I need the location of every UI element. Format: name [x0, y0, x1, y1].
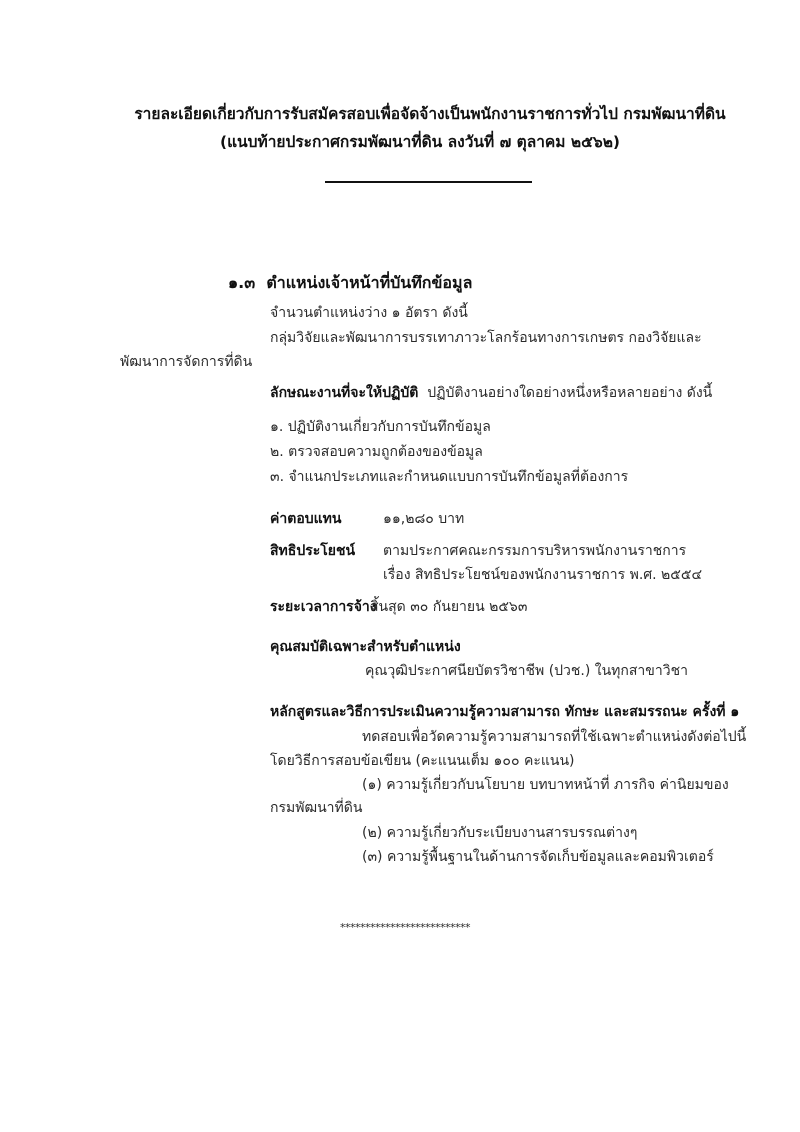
exam-item-continuation: กรมพัฒนาที่ดิน	[270, 800, 363, 816]
exam-line1: ทดสอบเพื่อวัดความรู้ความสามารถที่ใช้เฉพาะตำแหน่งดังต่อไปนี้	[362, 729, 747, 745]
exam-line2: โดยวิธีการสอบข้อเขียน (คะแนนเต็ม ๑๐๐ คะแนน)	[270, 753, 575, 769]
end-separator: **************************	[340, 921, 470, 934]
pay-value: ๑๑,๒๘๐ บาท	[383, 511, 465, 527]
duty-item: ๓. จำแนกประเภทและกำหนดแบบการบันทึกข้อมูลที่ต้องการ	[270, 469, 629, 485]
section-title: ตำแหน่งเจ้าหน้าที่บันทึกข้อมูล	[266, 273, 473, 292]
duty-item: ๒. ตรวจสอบความถูกต้องของข้อมูล	[270, 444, 483, 460]
benefits-label: สิทธิประโยชน์	[270, 543, 356, 559]
duty-item: ๑. ปฏิบัติงานเกี่ยวกับการบันทึกข้อมูล	[270, 419, 491, 435]
duties-row	[270, 383, 712, 403]
exam-item: (๓) ความรู้พื้นฐานในด้านการจัดเก็บข้อมูลและคอมพิวเตอร์	[362, 849, 714, 865]
exam-label: หลักสูตรและวิธีการประเมินความรู้ความสามารถ ทักษะ และสมรรถนะ ครั้งที่ ๑	[270, 704, 740, 720]
benefits-line2: เรื่อง สิทธิประโยชน์ของพนักงานราชการ พ.ศ. ๒๕๕๔	[383, 567, 703, 583]
period-label: ระยะเวลาการจ้าง	[270, 599, 377, 615]
duties-intro: ปฏิบัติงานอย่างใดอย่างหนึ่งหรือหลายอย่าง ดังนี้	[427, 385, 713, 401]
unit-line2: พัฒนาการจัดการที่ดิน	[120, 354, 253, 370]
document-title-line1: รายละเอียดเกี่ยวกับการรับสมัครสอบเพื่อจัดจ้างเป็นพนักงานราชการทั่วไป กรมพัฒนาที่ดิน	[134, 105, 726, 123]
pay-label: ค่าตอบแทน	[270, 511, 342, 527]
benefits-line1: ตามประกาศคณะกรรมการบริหารพนักงานราชการ	[383, 543, 687, 559]
vacancy-text: จำนวนตำแหน่งว่าง ๑ อัตรา ดังนี้	[270, 305, 468, 321]
section-number: ๑.๓	[228, 273, 256, 292]
period-value: สิ้นสุด ๓๐ กันยายน ๒๕๖๓	[370, 599, 528, 615]
duties-label: ลักษณะงานที่จะให้ปฏิบัติ	[270, 385, 419, 401]
qualification-value: คุณวุฒิประกาศนียบัตรวิชาชีพ (ปวช.) ในทุกสาขาวิชา	[365, 663, 688, 679]
exam-item: (๒) ความรู้เกี่ยวกับระเบียบงานสารบรรณต่างๆ	[362, 825, 638, 841]
exam-item: (๑) ความรู้เกี่ยวกับนโยบาย บทบาทหน้าที่ ภารกิจ ค่านิยมของ	[362, 777, 729, 793]
section-heading	[228, 273, 472, 293]
unit-line1: กลุ่มวิจัยและพัฒนาการบรรเทาภาวะโลกร้อนทางการเกษตร กองวิจัยและ	[270, 330, 702, 346]
document-title-line2: (แนบท้ายประกาศกรมพัฒนาที่ดิน ลงวันที่ ๗ ตุลาคม ๒๕๖๒)	[219, 133, 621, 151]
title-underline	[325, 181, 532, 183]
qualification-label: คุณสมบัติเฉพาะสำหรับตำแหน่ง	[270, 639, 461, 655]
